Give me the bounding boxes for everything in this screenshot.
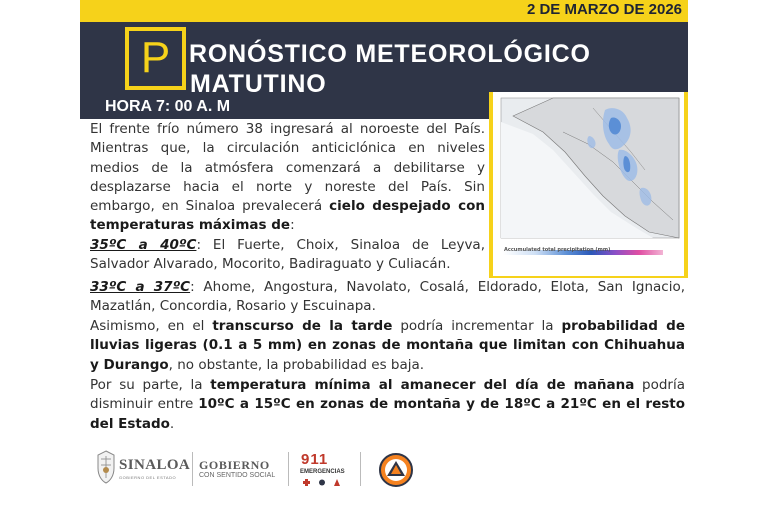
gobierno-logo-text: GOBIERNO [199, 458, 270, 472]
emergency-911-subtext: EMERGENCIAS [300, 469, 345, 475]
title-line-1: RONÓSTICO METEOROLÓGICO [189, 40, 591, 68]
p4-bold-a: transcurso de la tarde [212, 318, 393, 334]
date-label: 2 DE MARZO DE 2026 [526, 1, 682, 18]
p4-bold-b: probabilidad de lluvias ligeras (0.1 a 5 mm) en zonas de montaña que limitan con Chihuahua y Durango [90, 318, 686, 373]
gobierno-logo-subtext: CON SENTIDO SOCIAL [199, 472, 276, 479]
p-logo-icon [125, 27, 186, 90]
p1-text: El frente frío número 38 ingresará al noroeste del País. Mientras que, la circulación anticiclónica en niveles medios de la atmósfera comenzará a debilitarse y desplazarse hacia el norte y noreste del País. Sin embargo, en Sinaloa prevalecerá [90, 121, 485, 215]
range-1-places: : El Fuerte, Choix, Sinaloa de Leyva, Salvador Alvarado, Mocorito, Badiraguato y Culiacán. [90, 237, 485, 273]
map-legend-label: Accumulated total precipitation (mm) [504, 247, 611, 253]
range-1-label: 35ºC a 40ºC [90, 237, 197, 253]
footer-divider [360, 452, 361, 486]
paragraph-range-1 [90, 236, 485, 275]
p4-text-c: , no obstante, la probabilidad es baja. [168, 356, 425, 373]
date-bar [80, 0, 688, 22]
range-2-label: 33ºC a 37ºC [90, 279, 191, 295]
paragraph-afternoon [90, 317, 685, 375]
footer-divider [192, 452, 193, 486]
p5-bold-a: temperatura mínima al amanecer del día de mañana [210, 377, 635, 393]
emergency-symbols-icon [302, 478, 342, 487]
p5-text-b: podría disminuir entre [90, 377, 686, 413]
sinaloa-logo-text: SINALOA [119, 457, 191, 473]
p1-end: : [290, 217, 295, 234]
time-label: HORA 7: 00 A. M [105, 98, 231, 115]
emergency-911-logo: 911 [301, 451, 329, 468]
footer-divider [288, 452, 289, 486]
sinaloa-logo-subtext: GOBIERNO DEL ESTADO [119, 475, 177, 480]
logo-letter: P [140, 33, 171, 82]
p1-bold: cielo despejado con temperaturas máximas de [90, 198, 485, 234]
p4-text-b: podría incrementar la [392, 318, 562, 334]
p4-text-a: Asimismo, en el [90, 318, 213, 334]
sinaloa-shield-icon [96, 450, 116, 484]
paragraph-minimum [90, 376, 685, 434]
p5-text-c: . [169, 415, 175, 432]
paragraph-range-2 [90, 278, 685, 317]
p5-bold-b: 10ºC a 15ºC en zonas de montaña y de 18ºC a 21ºC en el resto del Estado [90, 396, 685, 432]
p5-text-a: Por su parte, la [90, 377, 211, 393]
range-2-places: : Ahome, Angostura, Navolato, Cosalá, Eldorado, Elota, San Ignacio, Mazatlán, Concordia, Rosario y Escuinapa. [90, 279, 685, 315]
title-line-2: MATUTINO [190, 70, 327, 98]
proteccion-civil-logo-icon [378, 452, 414, 488]
paragraph-front [90, 120, 485, 236]
